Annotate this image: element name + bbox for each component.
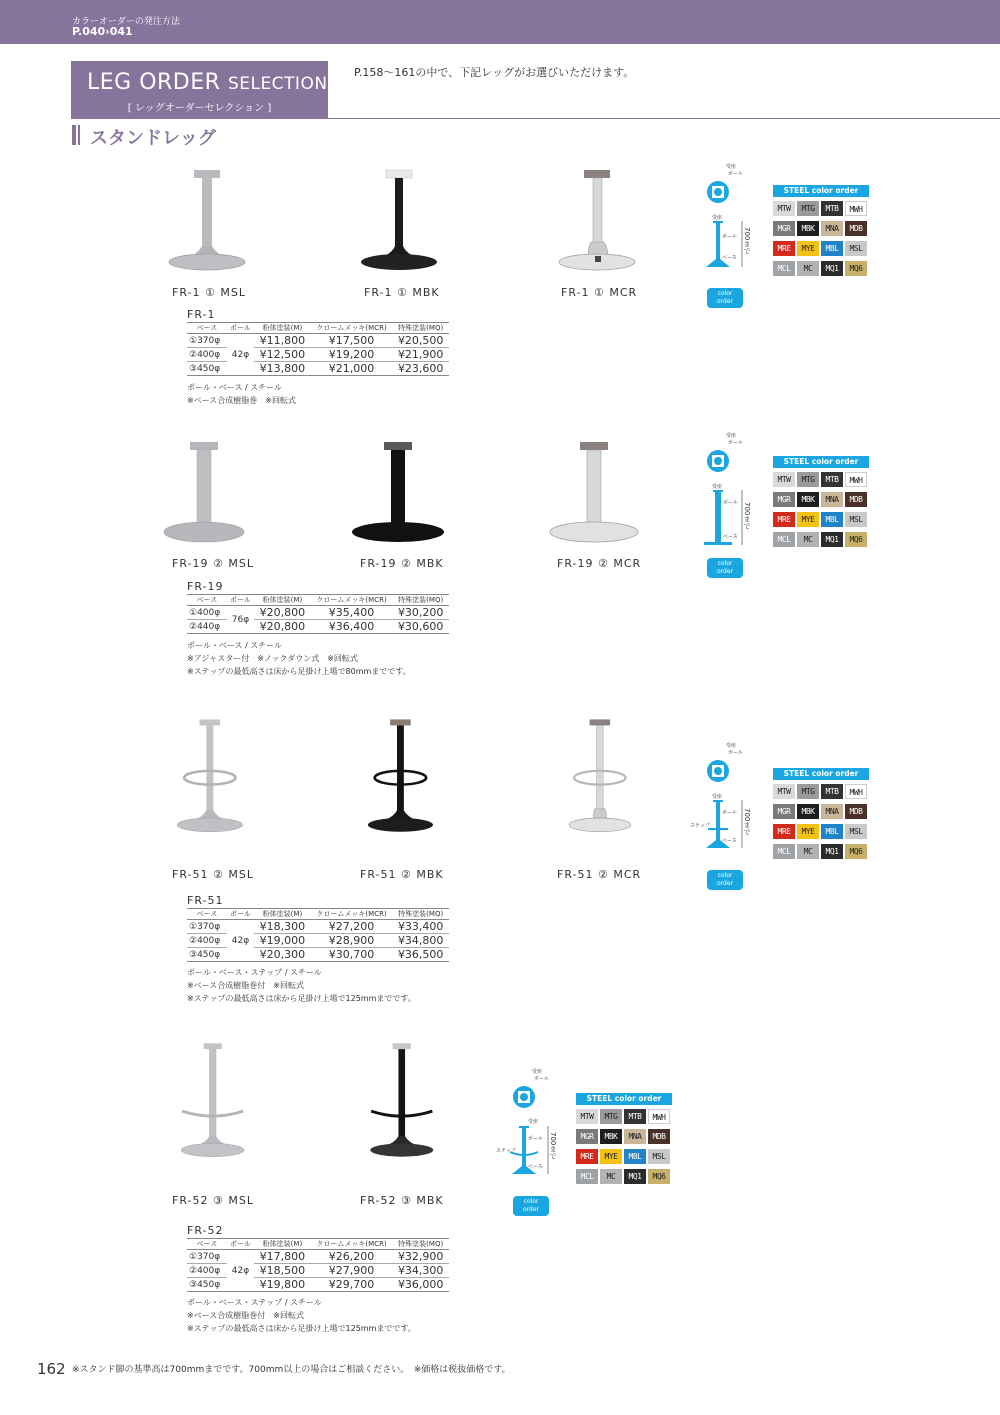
color-swatch[interactable]: MSL xyxy=(845,241,867,256)
col-header-special: 特殊塗装(MQ) xyxy=(392,595,449,606)
swatch-grid xyxy=(773,784,869,859)
color-swatch[interactable]: MC xyxy=(797,532,819,547)
col-header-powder: 粉体塗装(M) xyxy=(254,909,311,920)
page-number: 162 xyxy=(37,1360,66,1378)
color-swatch[interactable]: MBL xyxy=(624,1149,646,1164)
pole-cell: 42φ xyxy=(227,1250,254,1292)
color-swatch[interactable]: MYE xyxy=(797,512,819,527)
steel-color-chart xyxy=(773,456,869,547)
color-swatch[interactable]: MYE xyxy=(797,241,819,256)
product-caption: FR-51 ② MCR xyxy=(557,868,642,881)
notes: ポール・ベース・ステップ / スチール ※ベース合成樹脂巻付 ※回転式 ※ステップの最低高さは床から足掛け上場で125mmまでです。 xyxy=(187,1298,416,1333)
col-header-base: ベース xyxy=(187,1239,227,1250)
col-header-chrome: クロームメッキ(MCR) xyxy=(311,323,393,334)
series-name: FR-1 xyxy=(187,308,216,321)
product-image-fr1-msl[interactable] xyxy=(156,166,286,286)
color-swatch[interactable]: MTG xyxy=(797,784,819,799)
svg-text:ポール: ポール xyxy=(728,440,743,446)
price-cell: ¥32,900 xyxy=(392,1250,449,1264)
color-swatch[interactable]: MNA xyxy=(821,804,843,819)
color-swatch[interactable]: MTB xyxy=(821,201,843,216)
table-row xyxy=(187,1250,449,1264)
diagram-label: 受座 xyxy=(712,215,723,221)
size-cell: ③450φ xyxy=(187,948,227,962)
price-cell: ¥29,700 xyxy=(311,1278,393,1292)
height-label: 700まで xyxy=(743,227,751,255)
table-row xyxy=(187,1264,449,1278)
color-swatch[interactable]: MQ1 xyxy=(821,261,843,276)
price-cell: ¥28,900 xyxy=(311,934,393,948)
color-swatch[interactable]: MQ6 xyxy=(845,261,867,276)
size-cell: ①370φ xyxy=(187,1250,227,1264)
size-cell: ①400φ xyxy=(187,606,227,620)
svg-text:ポール: ポール xyxy=(723,500,738,506)
swatch-grid xyxy=(773,472,869,547)
col-header-special: 特殊塗装(MQ) xyxy=(392,1239,449,1250)
swatch-grid xyxy=(576,1109,672,1184)
size-cell: ①370φ xyxy=(187,920,227,934)
color-swatch[interactable]: MNA xyxy=(821,492,843,507)
price-cell: ¥19,000 xyxy=(254,934,311,948)
color-swatch[interactable]: MWH xyxy=(845,784,867,799)
title-divider xyxy=(71,118,1000,119)
product-caption: FR-51 ② MBK xyxy=(360,868,444,881)
price-cell: ¥36,400 xyxy=(311,620,393,634)
color-swatch[interactable]: MDB xyxy=(648,1129,670,1144)
col-header-pole: ポール xyxy=(227,323,254,334)
svg-text:受座: 受座 xyxy=(726,433,737,439)
table-row xyxy=(187,334,449,348)
product-image-fr1-mbk[interactable] xyxy=(350,166,480,286)
price-cell: ¥20,500 xyxy=(392,334,449,348)
steel-color-chart xyxy=(773,185,869,276)
color-swatch[interactable]: MSL xyxy=(648,1149,670,1164)
product-caption: FR-19 ② MCR xyxy=(557,557,642,570)
col-header-special: 特殊塗装(MQ) xyxy=(392,323,449,334)
product-image-fr51-mbk[interactable] xyxy=(350,716,480,836)
diagram-label: ベース xyxy=(722,255,737,261)
product-image-fr52-mbk[interactable] xyxy=(350,1040,480,1160)
header-bar xyxy=(0,0,1000,44)
color-swatch[interactable]: MTG xyxy=(797,201,819,216)
color-swatch[interactable]: MGR xyxy=(576,1129,598,1144)
product-caption: FR-19 ② MSL xyxy=(172,557,254,570)
size-cell: ③450φ xyxy=(187,1278,227,1292)
color-swatch[interactable]: MTB xyxy=(624,1109,646,1124)
price-cell: ¥20,800 xyxy=(254,606,311,620)
price-cell: ¥27,200 xyxy=(311,920,393,934)
table-row xyxy=(187,606,449,620)
svg-text:受座: 受座 xyxy=(712,484,723,490)
color-swatch[interactable]: MC xyxy=(797,261,819,276)
product-image-fr19-msl[interactable] xyxy=(156,436,286,556)
breadcrumb: カラーオーダーの発注方法 xyxy=(72,17,180,27)
price-table xyxy=(187,1238,449,1292)
svg-text:ベース: ベース xyxy=(528,1164,543,1170)
svg-text:700まで: 700まで xyxy=(549,1132,557,1160)
color-swatch[interactable]: MGR xyxy=(773,221,795,236)
col-header-base: ベース xyxy=(187,595,227,606)
product-image-fr51-msl[interactable] xyxy=(156,716,286,836)
notes: ポール・ベース / スチール ※ベース合成樹脂巻 ※回転式 xyxy=(187,383,297,405)
svg-text:ステップ: ステップ xyxy=(690,823,710,829)
col-header-powder: 粉体塗装(M) xyxy=(254,595,311,606)
color-swatch[interactable]: MNA xyxy=(821,221,843,236)
size-cell: ①370φ xyxy=(187,334,227,348)
table-row xyxy=(187,620,449,634)
color-swatch[interactable]: MTW xyxy=(576,1109,598,1124)
notes: ポール・ベース・ステップ / スチール ※ベース合成樹脂巻付 ※回転式 ※ステップの最低高さは床から足掛け上場で125mmまでです。 xyxy=(187,968,416,1003)
diagram-label: ポール xyxy=(728,171,743,177)
price-cell: ¥19,200 xyxy=(311,348,393,362)
color-swatch[interactable]: MGR xyxy=(773,492,795,507)
product-caption: FR-1 ① MBK xyxy=(364,286,440,299)
color-swatch[interactable]: MRE xyxy=(773,241,795,256)
section-title: スタンドレッグ xyxy=(90,128,216,149)
svg-text:受座: 受座 xyxy=(726,743,737,749)
price-cell: ¥30,700 xyxy=(311,948,393,962)
price-cell: ¥34,800 xyxy=(392,934,449,948)
col-header-chrome: クロームメッキ(MCR) xyxy=(311,595,393,606)
color-swatch[interactable]: MQ1 xyxy=(821,532,843,547)
col-header-powder: 粉体塗装(M) xyxy=(254,1239,311,1250)
product-image-fr19-mbk[interactable] xyxy=(350,436,480,556)
size-cell: ③450φ xyxy=(187,362,227,376)
svg-text:受座: 受座 xyxy=(712,794,723,800)
color-swatch[interactable]: MCL xyxy=(773,844,795,859)
product-caption: FR-1 ① MSL xyxy=(172,286,246,299)
col-header-base: ベース xyxy=(187,323,227,334)
section-marker xyxy=(78,125,80,145)
price-cell: ¥36,500 xyxy=(392,948,449,962)
size-cell: ②400φ xyxy=(187,934,227,948)
size-cell: ②400φ xyxy=(187,1264,227,1278)
page-subtitle: [ レッグオーダーセレクション ] xyxy=(127,103,272,114)
product-image-fr1-mcr[interactable] xyxy=(546,166,676,286)
color-swatch[interactable]: MWH xyxy=(845,201,867,216)
col-header-powder: 粉体塗装(M) xyxy=(254,323,311,334)
svg-text:700まで: 700まで xyxy=(743,502,751,530)
color-swatch[interactable]: MBK xyxy=(797,492,819,507)
price-cell: ¥35,400 xyxy=(311,606,393,620)
col-header-pole: ポール xyxy=(227,909,254,920)
steel-chart-header: STEEL color order xyxy=(773,185,869,197)
color-swatch[interactable]: MWH xyxy=(648,1109,670,1124)
price-cell: ¥34,300 xyxy=(392,1264,449,1278)
price-cell: ¥26,200 xyxy=(311,1250,393,1264)
color-swatch[interactable]: MDB xyxy=(845,492,867,507)
col-header-base: ベース xyxy=(187,909,227,920)
color-swatch[interactable]: MTB xyxy=(821,784,843,799)
svg-text:ポール: ポール xyxy=(728,750,743,756)
color-swatch[interactable]: MTW xyxy=(773,201,795,216)
pole-cell: 42φ xyxy=(227,920,254,962)
footer-note: ※スタンド脚の基準高は700mmまでです。700mm以上の場合はご相談ください。 ※価格は税抜価格です。 xyxy=(72,1365,511,1375)
product-caption: FR-1 ① MCR xyxy=(561,286,638,299)
color-swatch[interactable]: MQ1 xyxy=(624,1169,646,1184)
color-order-badge: color order xyxy=(513,1196,549,1216)
color-swatch[interactable]: MSL xyxy=(845,824,867,839)
product-image-fr52-msl[interactable] xyxy=(156,1040,286,1160)
table-row xyxy=(187,934,449,948)
price-cell: ¥17,800 xyxy=(254,1250,311,1264)
color-swatch[interactable]: MYE xyxy=(797,824,819,839)
color-swatch[interactable]: MDB xyxy=(845,221,867,236)
swatch-grid xyxy=(773,201,869,276)
price-cell: ¥17,500 xyxy=(311,334,393,348)
price-cell: ¥18,300 xyxy=(254,920,311,934)
color-swatch[interactable]: MNA xyxy=(624,1129,646,1144)
color-swatch[interactable]: MDB xyxy=(845,804,867,819)
color-order-badge: color order xyxy=(707,870,743,890)
table-row xyxy=(187,1278,449,1292)
svg-text:受座: 受座 xyxy=(528,1119,539,1125)
notes: ポール・ベース / スチール ※アジャスター付 ※ノックダウン式 ※回転式 ※ステップの最低高さは床から足掛け上場で80mmまでです。 xyxy=(187,641,411,676)
col-header-chrome: クロームメッキ(MCR) xyxy=(311,909,393,920)
color-swatch[interactable]: MBK xyxy=(797,221,819,236)
steel-color-chart xyxy=(773,768,869,859)
svg-text:ベース: ベース xyxy=(723,534,738,540)
price-cell: ¥36,000 xyxy=(392,1278,449,1292)
steel-chart-header: STEEL color order xyxy=(773,768,869,780)
price-cell: ¥12,500 xyxy=(254,348,311,362)
price-cell: ¥13,800 xyxy=(254,362,311,376)
size-cell: ②400φ xyxy=(187,348,227,362)
series-name: FR-52 xyxy=(187,1224,224,1237)
color-swatch[interactable]: MRE xyxy=(773,824,795,839)
svg-text:ベース: ベース xyxy=(722,838,737,844)
color-swatch[interactable]: MBK xyxy=(600,1129,622,1144)
svg-text:ステップ: ステップ xyxy=(496,1148,516,1154)
price-cell: ¥30,600 xyxy=(392,620,449,634)
color-swatch[interactable]: MCL xyxy=(576,1169,598,1184)
color-swatch[interactable]: MRE xyxy=(576,1149,598,1164)
color-swatch[interactable]: MTG xyxy=(797,472,819,487)
color-swatch[interactable]: MTG xyxy=(600,1109,622,1124)
price-cell: ¥18,500 xyxy=(254,1264,311,1278)
price-cell: ¥23,600 xyxy=(392,362,449,376)
product-image-fr51-mcr[interactable] xyxy=(546,716,676,836)
color-swatch[interactable]: MCL xyxy=(773,261,795,276)
series-name: FR-51 xyxy=(187,894,224,907)
table-row xyxy=(187,362,449,376)
color-swatch[interactable]: MQ1 xyxy=(821,844,843,859)
color-swatch[interactable]: MCL xyxy=(773,532,795,547)
product-image-fr19-mcr[interactable] xyxy=(546,436,676,556)
price-cell: ¥21,000 xyxy=(311,362,393,376)
price-table xyxy=(187,322,449,376)
svg-text:ポール: ポール xyxy=(528,1136,543,1142)
price-table xyxy=(187,908,449,962)
steel-color-chart xyxy=(576,1093,672,1184)
color-order-badge: color order xyxy=(707,288,743,308)
series-name: FR-19 xyxy=(187,580,224,593)
price-cell: ¥19,800 xyxy=(254,1278,311,1292)
diagram-label: ポール xyxy=(722,234,737,240)
diagram-label: 受座 xyxy=(726,164,737,170)
col-header-chrome: クロームメッキ(MCR) xyxy=(311,1239,393,1250)
intro-text: P.158〜161の中で、下記レッグがお選びいただけます。 xyxy=(354,66,635,79)
color-swatch[interactable]: MTW xyxy=(773,472,795,487)
svg-text:ポール: ポール xyxy=(534,1076,549,1082)
product-caption: FR-51 ② MSL xyxy=(172,868,254,881)
col-header-pole: ポール xyxy=(227,595,254,606)
product-caption: FR-19 ② MBK xyxy=(360,557,444,570)
color-swatch[interactable]: MGR xyxy=(773,804,795,819)
page-title-box xyxy=(71,61,328,118)
price-cell: ¥20,800 xyxy=(254,620,311,634)
product-caption: FR-52 ③ MSL xyxy=(172,1194,254,1207)
svg-text:ポール: ポール xyxy=(722,810,737,816)
color-swatch[interactable]: MC xyxy=(797,844,819,859)
table-row xyxy=(187,348,449,362)
color-swatch[interactable]: MBK xyxy=(797,804,819,819)
section-marker xyxy=(72,125,76,145)
color-order-badge: color order xyxy=(707,558,743,578)
col-header-pole: ポール xyxy=(227,1239,254,1250)
price-table xyxy=(187,594,449,634)
pole-cell: 76φ xyxy=(227,606,254,634)
color-swatch[interactable]: MBL xyxy=(821,824,843,839)
table-row xyxy=(187,920,449,934)
table-row xyxy=(187,948,449,962)
product-caption: FR-52 ③ MBK xyxy=(360,1194,444,1207)
price-cell: ¥27,900 xyxy=(311,1264,393,1278)
color-swatch[interactable]: MSL xyxy=(845,512,867,527)
size-cell: ②440φ xyxy=(187,620,227,634)
color-swatch[interactable]: MBL xyxy=(821,241,843,256)
svg-text:受座: 受座 xyxy=(532,1069,543,1075)
col-header-special: 特殊塗装(MQ) xyxy=(392,909,449,920)
color-swatch[interactable]: MTB xyxy=(821,472,843,487)
svg-text:700まで: 700まで xyxy=(743,808,751,836)
color-swatch[interactable]: MWH xyxy=(845,472,867,487)
page-title: LEG ORDER SELECTION xyxy=(87,70,328,95)
color-swatch[interactable]: MRE xyxy=(773,512,795,527)
color-swatch[interactable]: MQ6 xyxy=(845,844,867,859)
color-swatch[interactable]: MBL xyxy=(821,512,843,527)
color-swatch[interactable]: MQ6 xyxy=(648,1169,670,1184)
price-cell: ¥20,300 xyxy=(254,948,311,962)
price-cell: ¥21,900 xyxy=(392,348,449,362)
price-cell: ¥11,800 xyxy=(254,334,311,348)
price-cell: ¥33,400 xyxy=(392,920,449,934)
color-swatch[interactable]: MYE xyxy=(600,1149,622,1164)
color-swatch[interactable]: MC xyxy=(600,1169,622,1184)
price-cell: ¥30,200 xyxy=(392,606,449,620)
pole-cell: 42φ xyxy=(227,334,254,376)
steel-chart-header: STEEL color order xyxy=(773,456,869,468)
steel-chart-header: STEEL color order xyxy=(576,1093,672,1105)
page-reference-link[interactable]: P.040›041 xyxy=(72,25,133,38)
color-swatch[interactable]: MQ6 xyxy=(845,532,867,547)
color-swatch[interactable]: MTW xyxy=(773,784,795,799)
